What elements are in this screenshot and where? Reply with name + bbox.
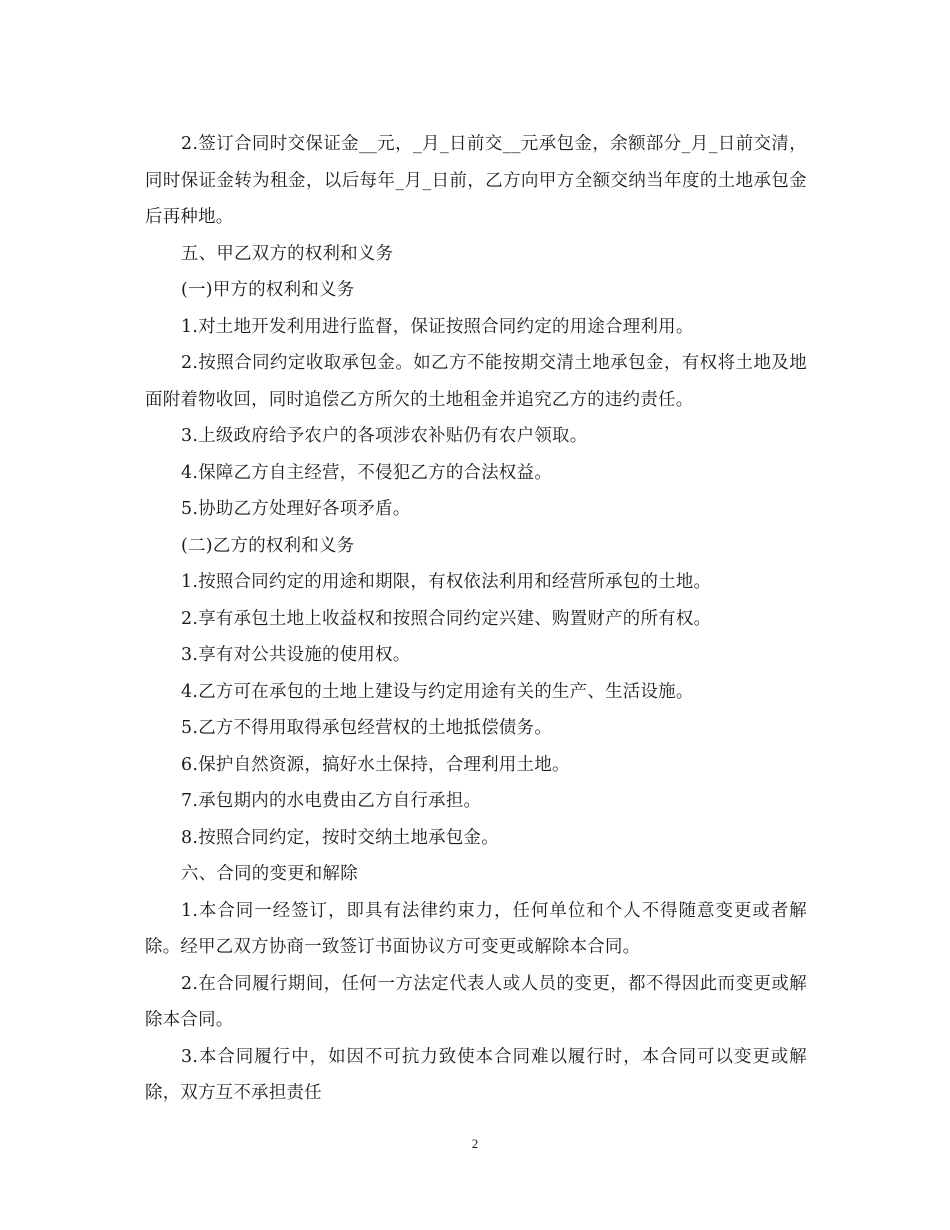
list-item: 3.上级政府给予农户的各项涉农补贴仍有农户领取。 xyxy=(181,426,588,446)
paragraph-deposit-payment: 2.签订合同时交保证金__元，_月_日前交__元承包金，余额部分_月_日前交清，同时保证金转为租金，以后每年_月_日前，乙方向甲方全额交纳当年度的土地承包金后再种地。 xyxy=(145,134,807,227)
list-item: 4.保障乙方自主经营，不侵犯乙方的合法权益。 xyxy=(181,462,553,483)
list-item: 1.本合同一经签订，即具有法律约束力，任何单位和个人不得随意变更或者解除。经甲乙双方协商一致签订书面协议方可变更或解除本合同。 xyxy=(145,900,807,957)
list-item: 7.承包期内的水电费由乙方自行承担。 xyxy=(181,791,482,811)
list-item: 3.享有对公共设施的使用权。 xyxy=(181,645,411,665)
page-number: 2 xyxy=(471,1136,479,1151)
list-item: 8.按照合同约定，按时交纳土地承包金。 xyxy=(181,827,499,848)
section-heading-rights-obligations: 五、甲乙双方的权利和义务 xyxy=(181,243,394,264)
subheading-party-b: (二)乙方的权利和义务 xyxy=(181,535,355,556)
list-item: 6.保护自然资源，搞好水土保持，合理利用土地。 xyxy=(181,754,570,775)
list-item: 4.乙方可在承包的土地上建设与约定用途有关的生产、生活设施。 xyxy=(181,681,694,702)
list-item: 5.协助乙方处理好各项矛盾。 xyxy=(181,499,411,519)
list-item: 5.乙方不得用取得承包经营权的土地抵偿债务。 xyxy=(181,718,553,738)
list-item: 2.享有承包土地上收益权和按照合同约定兴建、购置财产的所有权。 xyxy=(181,608,712,629)
list-item: 2.在合同履行期间，任何一方法定代表人或人员的变更，都不得因此而变更或解除本合同。 xyxy=(145,973,807,1030)
list-item: 1.对土地开发利用进行监督，保证按照合同约定的用途合理利用。 xyxy=(181,316,694,337)
subheading-party-a: (一)甲方的权利和义务 xyxy=(181,280,355,300)
list-item: 3.本合同履行中，如因不可抗力致使本合同难以履行时，本合同可以变更或解除，双方互不承担责任 xyxy=(145,1046,807,1103)
list-item: 1.按照合同约定的用途和期限，有权依法利用和经营所承包的土地。 xyxy=(181,572,712,592)
section-heading-change-termination: 六、合同的变更和解除 xyxy=(181,864,358,884)
list-item: 2.按照合同约定收取承包金。如乙方不能按期交清土地承包金，有权将土地及地面附着物收回，同时追偿乙方所欠的土地租金并追究乙方的违约责任。 xyxy=(145,353,807,410)
document-body xyxy=(145,126,807,1112)
